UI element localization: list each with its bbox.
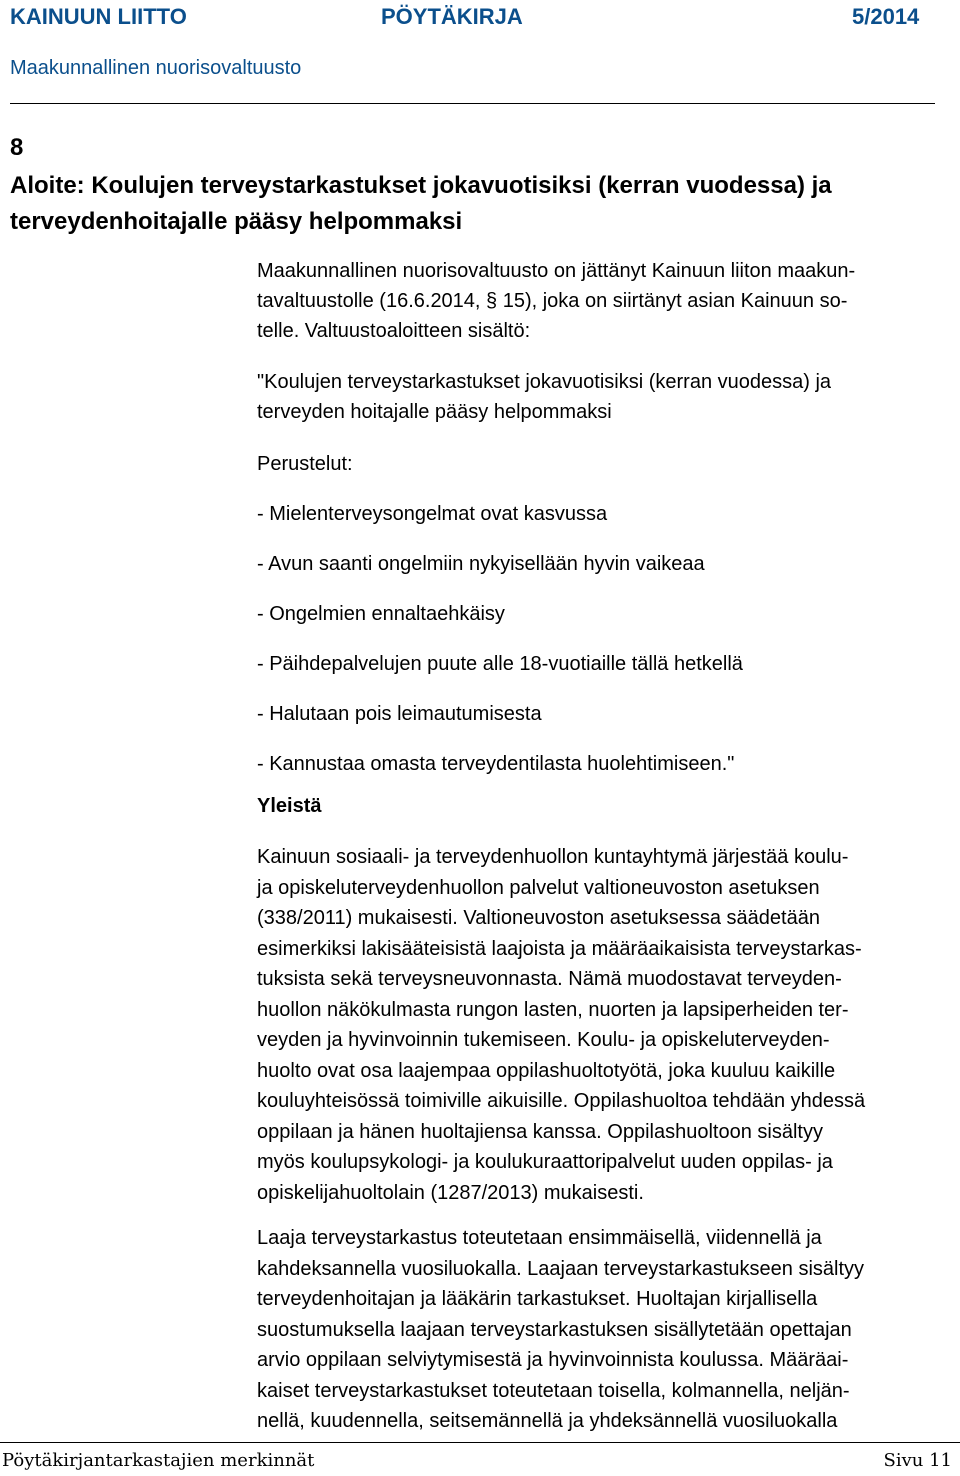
header-divider	[10, 103, 935, 104]
paragraph-line: huolto ovat osa laajempaa oppilashuoltotyötä, joka kuuluu kaikille	[257, 1059, 836, 1082]
intro-line: tavaltuustolle (16.6.2014, § 15), joka on siirtänyt asian Kainuun so-	[257, 290, 848, 312]
section-title-line: terveydenhoitajalle pääsy helpommaksi	[10, 208, 463, 235]
page-footer	[0, 1442, 960, 1476]
yleista-paragraph-1	[257, 842, 957, 1208]
paragraph-line: esimerkiksi lakisääteisistä laajoista ja määräaikaisista terveystarkas-	[257, 937, 862, 960]
initiative-quote	[257, 367, 957, 427]
paragraph-line: kaiset terveystarkastukset toteutetaan toisella, kolmannella, neljän-	[257, 1379, 850, 1402]
paragraph-line: nellä, kuudennella, seitsemännellä ja yhdeksännellä vuosiluokalla	[257, 1410, 838, 1432]
paragraph-line: ja opiskeluterveydenhuollon palvelut valtioneuvoston asetuksen	[257, 876, 820, 899]
paragraph-line: kouluyhteisössä toimiville aikuisille. Oppilashuoltoa tehdään yhdessä	[257, 1090, 866, 1112]
perustelut-item: - Halutaan pois leimautumisesta	[257, 703, 542, 725]
paragraph-line: Kainuun sosiaali- ja terveydenhuollon kuntayhtymä järjestää koulu-	[257, 846, 849, 868]
paragraph-line: oppilaan ja hänen huoltajiensa kanssa. Oppilashuoltoon sisältyy	[257, 1120, 823, 1143]
paragraph-line: myös koulupsykologi- ja koulukuraattoripalvelut uuden oppilas- ja	[257, 1151, 833, 1173]
perustelut-item: - Avun saanti ongelmiin nykyisellään hyvin vaikeaa	[257, 553, 705, 575]
yleista-paragraph-2	[257, 1223, 957, 1437]
paragraph-line: terveydenhoitajan ja lääkärin tarkastukset. Huoltajan kirjallisella	[257, 1288, 818, 1310]
paragraph-line: kahdeksannella vuosiluokalla. Laajaan terveystarkastukseen sisältyy	[257, 1257, 865, 1280]
paragraph-line: tuksista sekä terveysneuvonnasta. Nämä muodostavat terveyden-	[257, 968, 842, 990]
paragraph-line: opiskelijahuoltolain (1287/2013) mukaisesti.	[257, 1181, 644, 1204]
section-number: 8	[10, 134, 24, 161]
header-organization: KAINUUN LIITTO	[10, 4, 187, 29]
paragraph-line: Laaja terveystarkastus toteutetaan ensimmäisellä, viidennellä ja	[257, 1227, 822, 1249]
perustelut-item: - Kannustaa omasta terveydentilasta huolehtimiseen."	[257, 753, 735, 775]
paragraph-line: suostumuksella laajaan terveystarkastuksen sisällytetään opettajan	[257, 1318, 852, 1341]
footer-page-number: Sivu 11	[883, 1450, 952, 1471]
perustelut-label: Perustelut:	[257, 453, 353, 475]
perustelut-item: - Päihdepalvelujen puute alle 18-vuotiaille tällä hetkellä	[257, 653, 743, 675]
perustelut-block	[257, 449, 957, 779]
paragraph-line: (338/2011) mukaisesti. Valtioneuvoston asetuksessa säädetään	[257, 907, 820, 929]
section-title-line: Aloite: Koulujen terveystarkastukset jokavuotisiksi (kerran vuodessa) ja	[10, 172, 832, 199]
paragraph-line: arvio oppilaan selviytymisestä ja hyvinvoinnista koulussa. Määräai-	[257, 1349, 849, 1371]
perustelut-item: - Ongelmien ennaltaehkäisy	[257, 603, 505, 625]
quote-line: "Koulujen terveystarkastukset jokavuotisiksi (kerran vuodessa) ja	[257, 371, 832, 393]
header-document-type: PÖYTÄKIRJA	[381, 4, 523, 29]
quote-line: terveyden hoitajalle pääsy helpommaksi	[257, 401, 612, 423]
intro-paragraph	[257, 256, 957, 346]
paragraph-line: huollon näkökulmasta rungon lasten, nuorten ja lapsiperheiden ter-	[257, 998, 849, 1021]
perustelut-item: - Mielenterveysongelmat ovat kasvussa	[257, 503, 608, 525]
yleista-heading: Yleistä	[257, 795, 322, 817]
intro-line: Maakunnallinen nuorisovaltuusto on jättänyt Kainuun liiton maakun-	[257, 260, 856, 282]
footer-left-text: Pöytäkirjantarkastajien merkinnät	[2, 1450, 315, 1471]
intro-line: telle. Valtuustoaloitteen sisältö:	[257, 320, 531, 342]
header-number: 5/2014	[852, 4, 920, 29]
paragraph-line: veyden ja hyvinvoinnin tukemiseen. Koulu- ja opiskeluterveyden-	[257, 1029, 830, 1051]
header-body-name: Maakunnallinen nuorisovaltuusto	[10, 57, 302, 79]
section-title	[10, 168, 950, 240]
